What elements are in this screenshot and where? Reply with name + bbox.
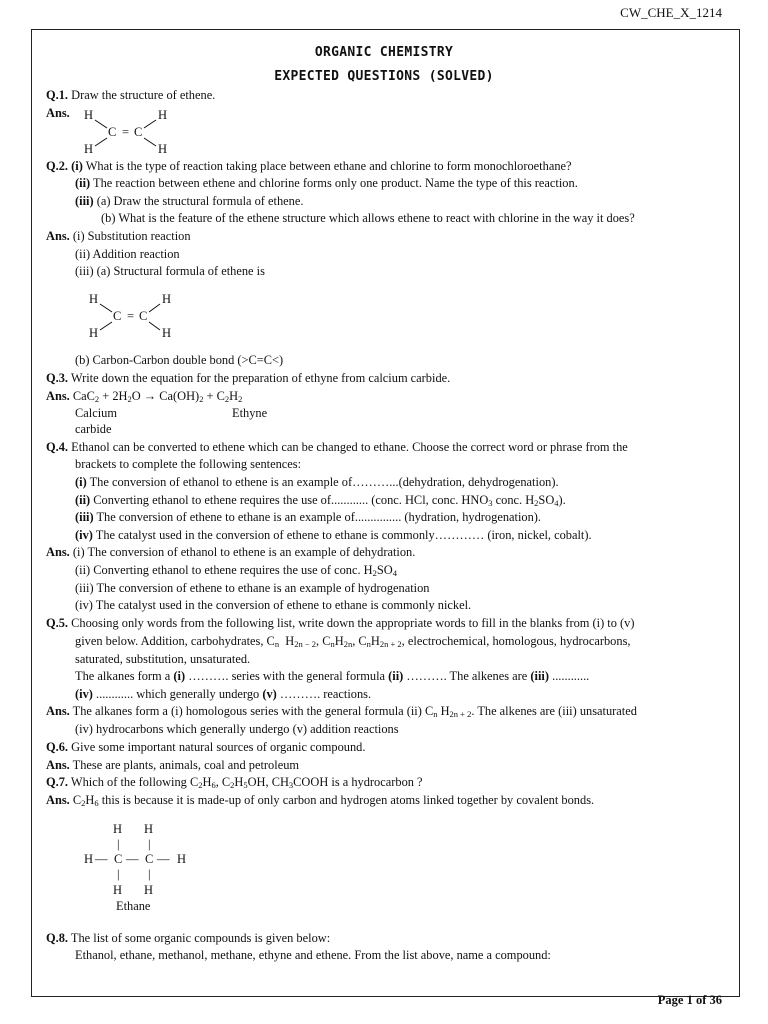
page-title: ORGANIC CHEMISTRY: [314, 45, 454, 60]
question-5-list-cont: saturated, substitution, unsaturated.: [75, 652, 251, 666]
answer-6: Ans. These are plants, animals, coal and petroleum: [46, 758, 300, 772]
answer-2: Ans. (i) Substitution reaction: [46, 229, 191, 243]
label-ethyne: Ethyne: [232, 406, 268, 420]
question-4-ii: (ii) Converting ethanol to ethene requires the use of............ (conc. HCl, conc. $HNO_3$ conc. $H_2SO_4$).: [75, 493, 566, 508]
answer-2-ii: (ii) Addition reaction: [75, 247, 180, 261]
ethene-bonds-1: [80, 106, 180, 156]
answer-4-ii: (ii) Converting ethanol to ethene requires the use of conc. $H_2SO_4$: [75, 563, 397, 578]
question-4-cont: brackets to complete the following sentences:: [75, 457, 302, 471]
answer-1-label: Ans.: [46, 106, 70, 120]
answer-5-cont: (iv) hydrocarbons which generally undergo (v) addition reactions: [75, 722, 399, 736]
answer-5: Ans. The alkanes form a (i) homologous series with the general formula (ii) $C_n$ $H_{2n + 2}$. The alkenes are (iii) unsaturated: [46, 704, 637, 719]
question-2: Q.2. (i) What is the type of reaction taking place between ethane and chlorine to form monochloroethane?: [46, 159, 572, 173]
question-8: Q.8. The list of some organic compounds is given below:: [46, 931, 331, 945]
question-5-blanks-1: The alkanes form a (i) ………. series with the general formula (ii) ………. The alkenes are (iii) ............: [75, 669, 590, 683]
question-4-i: (i) The conversion of ethanol to ethene is an example of………...(dehydration, dehydrogenation).: [75, 475, 559, 489]
ethene-bonds-2: [86, 290, 186, 340]
answer-4-iii: (iii) The conversion of ethene to ethane is an example of hydrogenation: [75, 581, 430, 595]
question-5-list: given below. Addition, carbohydrates, $C_n$ $H_{2n - 2}$, $C_nH_{2n}$, $C_nH_{2n + 2}$, electrochemical, homologous, hydrocarbons,: [75, 634, 631, 649]
document-code: CW_CHE_X_1214: [620, 5, 722, 20]
answer-3-equation: Ans. $CaC_2 + 2H_2O \to Ca(OH)_2 + C_2H_2$: [46, 389, 243, 404]
question-2-iii-b: (b) What is the feature of the ethene structure which allows ethene to react with chlorine in the way it does?: [101, 211, 635, 225]
page-subtitle: EXPECTED QUESTIONS (SOLVED): [274, 69, 494, 84]
answer-4-iv: (iv) The catalyst used in the conversion of ethene to ethane is commonly nickel.: [75, 598, 472, 612]
page-number: Page 1 of 36: [657, 993, 722, 1007]
question-4-iii: (iii) The conversion of ethene to ethane is an example of............... (hydration, hydrogenation).: [75, 510, 542, 524]
answer-2-iii-b: (b) Carbon-Carbon double bond (>C=C<): [75, 353, 284, 367]
answer-2-iii: (iii) (a) Structural formula of ethene is: [75, 264, 265, 278]
question-4: Q.4. Ethanol can be converted to ethene which can be changed to ethane. Choose the correct word or phrase from the: [46, 440, 628, 454]
answer-4: Ans. (i) The conversion of ethanol to ethene is an example of dehydration.: [46, 545, 416, 559]
ethane-label: Ethane: [116, 899, 151, 913]
question-3: Q.3. Write down the equation for the preparation of ethyne from calcium carbide.: [46, 371, 451, 385]
question-5: Q.5. Choosing only words from the following list, write down the appropriate words to fill in the blanks from (i) to (v): [46, 616, 635, 630]
label-calcium: Calcium: [75, 406, 117, 420]
label-carbide: carbide: [75, 422, 112, 436]
question-6: Q.6. Give some important natural sources of organic compound.: [46, 740, 366, 754]
answer-7: Ans. $C_2H_6$ this is because it is made-up of only carbon and hydrogen atoms linked together by covalent bonds.: [46, 793, 595, 808]
question-2-iii: (iii) (a) Draw the structural formula of ethene.: [75, 194, 304, 208]
question-1: Q.1. Draw the structure of ethene.: [46, 88, 216, 102]
question-8-cont: Ethanol, ethane, methanol, methane, ethyne and ethene. From the list above, name a compound:: [75, 948, 551, 962]
question-2-ii: (ii) The reaction between ethene and chlorine forms only one product. Name the type of this reaction.: [75, 176, 578, 190]
question-5-blanks-2: (iv) ............ which generally undergo (v) ………. reactions.: [75, 687, 372, 701]
question-7: Q.7. Which of the following $C_2H_6$, $C_2H_5OH$, $CH_3COOH$ is a hydrocarbon ?: [46, 775, 423, 790]
question-4-iv: (iv) The catalyst used in the conversion of ethene to ethane is commonly………… (iron, nickel, cobalt).: [75, 528, 592, 542]
